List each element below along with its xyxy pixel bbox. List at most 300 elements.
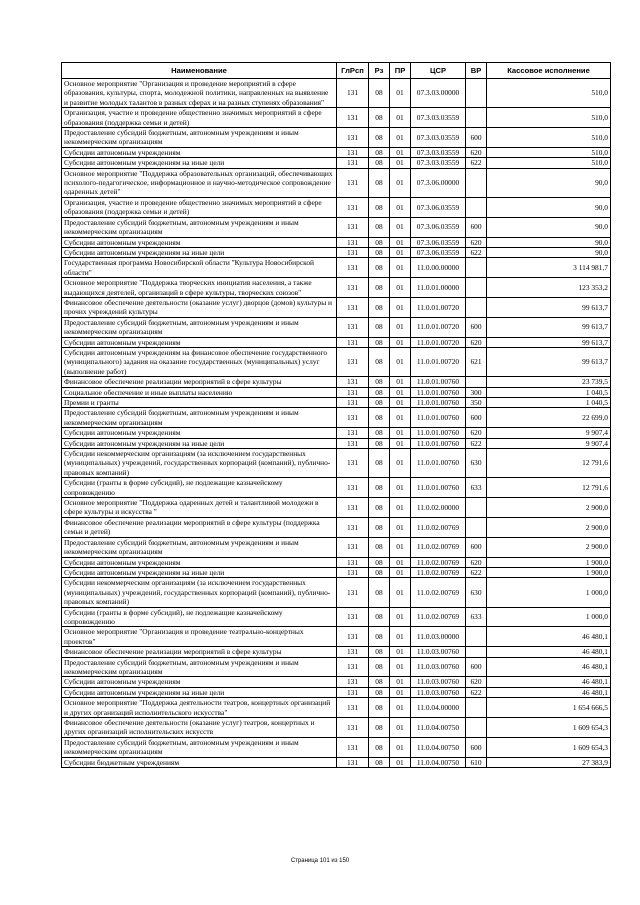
cell-csr: 11.0.01.00000 <box>411 278 466 298</box>
cell-vr: 350 <box>466 398 487 408</box>
cell-vr: 620 <box>466 677 487 687</box>
cell-name: Основное мероприятие "Поддержка деятельности театров, концертных организаций и других организаций исполнительского искусства" <box>62 698 337 718</box>
table-row <box>62 247 611 257</box>
cell-amount: 46 480,1 <box>487 657 611 677</box>
cell-glrsp: 131 <box>337 757 369 767</box>
cell-csr: 11.0.03.00760 <box>411 647 466 657</box>
cell-vr: 620 <box>466 557 487 567</box>
cell-pr: 01 <box>390 278 411 298</box>
cell-vr: 622 <box>466 247 487 257</box>
table-row <box>62 687 611 697</box>
cell-csr: 07.3.06.03559 <box>411 197 466 217</box>
cell-rz: 08 <box>369 737 390 757</box>
cell-name: Субсидии (гранты в форме субсидий), не подлежащие казначейскому сопровождению <box>62 478 337 498</box>
cell-pr: 01 <box>390 317 411 337</box>
table-row <box>62 757 611 767</box>
cell-rz: 08 <box>369 657 390 677</box>
cell-vr: 600 <box>466 657 487 677</box>
table-row <box>62 449 611 478</box>
cell-amount: 46 480,1 <box>487 627 611 647</box>
cell-amount: 99 613,7 <box>487 337 611 347</box>
cell-rz: 08 <box>369 698 390 718</box>
cell-rz: 08 <box>369 128 390 148</box>
table-row <box>62 398 611 408</box>
cell-name: Субсидии автономным учреждениям <box>62 337 337 347</box>
cell-name: Организация, участие и проведение общественно значимых мероприятий в сфере образования (поддержка семьи и детей) <box>62 197 337 217</box>
cell-pr: 01 <box>390 677 411 687</box>
cell-csr: 11.0.04.00750 <box>411 737 466 757</box>
cell-glrsp: 131 <box>337 398 369 408</box>
table-row <box>62 337 611 347</box>
cell-glrsp: 131 <box>337 247 369 257</box>
cell-amount: 1 000,0 <box>487 578 611 607</box>
cell-csr: 11.0.02.00769 <box>411 537 466 557</box>
cell-amount: 90,0 <box>487 237 611 247</box>
cell-amount: 9 907,4 <box>487 438 611 448</box>
cell-amount: 510,0 <box>487 158 611 168</box>
cell-glrsp: 131 <box>337 478 369 498</box>
cell-amount: 90,0 <box>487 217 611 237</box>
cell-amount: 99 613,7 <box>487 317 611 337</box>
cell-rz: 08 <box>369 247 390 257</box>
cell-vr: 610 <box>466 757 487 767</box>
cell-name: Субсидии автономным учреждениям на финансовое обеспечение государственного (муниципального) задания на оказание государственных (муниципальных) услуг (выполнение работ) <box>62 347 337 376</box>
cell-glrsp: 131 <box>337 567 369 577</box>
cell-glrsp: 131 <box>337 449 369 478</box>
cell-name: Субсидии автономным учреждениям <box>62 428 337 438</box>
cell-glrsp: 131 <box>337 578 369 607</box>
cell-rz: 08 <box>369 567 390 577</box>
cell-glrsp: 131 <box>337 168 369 197</box>
table-row <box>62 79 611 108</box>
cell-pr: 01 <box>390 128 411 148</box>
cell-pr: 01 <box>390 698 411 718</box>
table-row <box>62 158 611 168</box>
cell-pr: 01 <box>390 498 411 518</box>
cell-vr <box>466 258 487 278</box>
cell-pr: 01 <box>390 718 411 738</box>
cell-rz: 08 <box>369 258 390 278</box>
cell-amount: 1 900,0 <box>487 557 611 567</box>
cell-vr: 600 <box>466 217 487 237</box>
cell-vr: 620 <box>466 147 487 157</box>
cell-pr: 01 <box>390 537 411 557</box>
table-body <box>62 79 611 768</box>
cell-pr: 01 <box>390 657 411 677</box>
cell-name: Основное мероприятие "Организация и проведение мероприятий в сфере образования, культуры, спорта, молодежной политики, направленных на выявление и развитие молодых талантов в разных сферах и на разных ступенях образования" <box>62 79 337 108</box>
cell-csr: 11.0.01.00720 <box>411 297 466 317</box>
cell-pr: 01 <box>390 217 411 237</box>
cell-amount: 1 040,5 <box>487 398 611 408</box>
cell-csr: 07.3.06.03559 <box>411 217 466 237</box>
header-glrsp: ГлРсп <box>337 63 369 79</box>
cell-amount: 1 654 666,5 <box>487 698 611 718</box>
cell-glrsp: 131 <box>337 647 369 657</box>
cell-csr: 07.3.03.03559 <box>411 128 466 148</box>
table-row <box>62 657 611 677</box>
cell-csr: 11.0.03.00760 <box>411 687 466 697</box>
header-cash-execution: Кассовое исполнение <box>487 63 611 79</box>
cell-glrsp: 131 <box>337 537 369 557</box>
cell-csr: 11.0.01.00760 <box>411 408 466 428</box>
cell-rz: 08 <box>369 449 390 478</box>
table-row <box>62 737 611 757</box>
table-row <box>62 517 611 537</box>
cell-glrsp: 131 <box>337 607 369 627</box>
cell-csr: 07.3.03.03559 <box>411 158 466 168</box>
cell-glrsp: 131 <box>337 627 369 647</box>
header-rz: Рз <box>369 63 390 79</box>
cell-vr <box>466 377 487 387</box>
cell-pr: 01 <box>390 647 411 657</box>
cell-amount: 23 739,5 <box>487 377 611 387</box>
cell-glrsp: 131 <box>337 408 369 428</box>
cell-name: Социальное обеспечение и иные выплаты населению <box>62 387 337 397</box>
cell-amount: 510,0 <box>487 147 611 157</box>
table-row <box>62 498 611 518</box>
cell-csr: 07.3.06.03559 <box>411 247 466 257</box>
cell-csr: 07.3.06.00000 <box>411 168 466 197</box>
cell-pr: 01 <box>390 408 411 428</box>
cell-csr: 11.0.01.00720 <box>411 317 466 337</box>
cell-csr: 11.0.01.00760 <box>411 449 466 478</box>
cell-glrsp: 131 <box>337 108 369 128</box>
cell-vr: 622 <box>466 158 487 168</box>
cell-amount: 46 480,1 <box>487 647 611 657</box>
table-row <box>62 478 611 498</box>
table-row <box>62 377 611 387</box>
cell-name: Предоставление субсидий бюджетным, автономным учреждениям и иным некоммерческим организациям <box>62 537 337 557</box>
cell-pr: 01 <box>390 517 411 537</box>
table-row <box>62 168 611 197</box>
header-pr: ПР <box>390 63 411 79</box>
cell-csr: 11.0.03.00760 <box>411 677 466 687</box>
cell-rz: 08 <box>369 557 390 567</box>
cell-rz: 08 <box>369 197 390 217</box>
page-number: Страница 101 из 150 <box>290 858 350 864</box>
cell-glrsp: 131 <box>337 517 369 537</box>
table-row <box>62 567 611 577</box>
cell-vr <box>466 718 487 738</box>
cell-pr: 01 <box>390 757 411 767</box>
cell-pr: 01 <box>390 449 411 478</box>
cell-glrsp: 131 <box>337 737 369 757</box>
cell-amount: 1 609 654,3 <box>487 737 611 757</box>
table-row <box>62 108 611 128</box>
cell-pr: 01 <box>390 607 411 627</box>
cell-vr: 600 <box>466 737 487 757</box>
cell-name: Предоставление субсидий бюджетным, автономным учреждениям и иным некоммерческим организациям <box>62 657 337 677</box>
cell-pr: 01 <box>390 557 411 567</box>
cell-vr <box>466 627 487 647</box>
cell-glrsp: 131 <box>337 438 369 448</box>
cell-glrsp: 131 <box>337 498 369 518</box>
cell-glrsp: 131 <box>337 387 369 397</box>
table-row <box>62 438 611 448</box>
cell-glrsp: 131 <box>337 677 369 687</box>
cell-vr: 621 <box>466 347 487 376</box>
cell-pr: 01 <box>390 398 411 408</box>
cell-pr: 01 <box>390 197 411 217</box>
cell-glrsp: 131 <box>337 657 369 677</box>
cell-rz: 08 <box>369 677 390 687</box>
cell-rz: 08 <box>369 108 390 128</box>
cell-name: Субсидии автономным учреждениям на иные цели <box>62 247 337 257</box>
cell-rz: 08 <box>369 168 390 197</box>
cell-pr: 01 <box>390 428 411 438</box>
cell-amount: 3 114 981,7 <box>487 258 611 278</box>
cell-glrsp: 131 <box>337 147 369 157</box>
cell-csr: 11.0.04.00000 <box>411 698 466 718</box>
table-row <box>62 428 611 438</box>
cell-csr: 11.0.01.00760 <box>411 478 466 498</box>
table-row <box>62 217 611 237</box>
cell-amount: 12 791,6 <box>487 478 611 498</box>
cell-rz: 08 <box>369 387 390 397</box>
cell-amount: 22 699,0 <box>487 408 611 428</box>
table-row <box>62 317 611 337</box>
cell-amount: 510,0 <box>487 108 611 128</box>
cell-amount: 1 000,0 <box>487 607 611 627</box>
cell-csr: 07.3.06.03559 <box>411 237 466 247</box>
cell-glrsp: 131 <box>337 687 369 697</box>
cell-name: Предоставление субсидий бюджетным, автономным учреждениям и иным некоммерческим организациям <box>62 217 337 237</box>
cell-amount: 510,0 <box>487 79 611 108</box>
cell-pr: 01 <box>390 247 411 257</box>
cell-vr <box>466 108 487 128</box>
cell-rz: 08 <box>369 217 390 237</box>
cell-name: Субсидии автономным учреждениям <box>62 237 337 247</box>
cell-name: Субсидии автономным учреждениям на иные цели <box>62 438 337 448</box>
cell-vr <box>466 647 487 657</box>
cell-rz: 08 <box>369 337 390 347</box>
cell-pr: 01 <box>390 258 411 278</box>
cell-amount: 99 613,7 <box>487 297 611 317</box>
table-row <box>62 677 611 687</box>
cell-amount: 1 040,5 <box>487 387 611 397</box>
cell-rz: 08 <box>369 347 390 376</box>
cell-rz: 08 <box>369 687 390 697</box>
cell-glrsp: 131 <box>337 79 369 108</box>
cell-vr: 600 <box>466 408 487 428</box>
table-row <box>62 698 611 718</box>
cell-pr: 01 <box>390 438 411 448</box>
cell-rz: 08 <box>369 237 390 247</box>
cell-glrsp: 131 <box>337 297 369 317</box>
cell-amount: 46 480,1 <box>487 687 611 697</box>
cell-vr: 300 <box>466 387 487 397</box>
cell-pr: 01 <box>390 158 411 168</box>
cell-vr: 633 <box>466 607 487 627</box>
cell-csr: 11.0.02.00769 <box>411 557 466 567</box>
cell-rz: 08 <box>369 278 390 298</box>
cell-pr: 01 <box>390 108 411 128</box>
table-row <box>62 258 611 278</box>
cell-glrsp: 131 <box>337 428 369 438</box>
cell-rz: 08 <box>369 478 390 498</box>
cell-name: Предоставление субсидий бюджетным, автономным учреждениям и иным некоммерческим организациям <box>62 408 337 428</box>
cell-name: Предоставление субсидий бюджетным, автономным учреждениям и иным некоммерческим организациям <box>62 128 337 148</box>
cell-glrsp: 131 <box>337 197 369 217</box>
cell-pr: 01 <box>390 297 411 317</box>
cell-csr: 11.0.01.00720 <box>411 337 466 347</box>
cell-name: Финансовое обеспечение реализации мероприятий в сфере культуры <box>62 377 337 387</box>
cell-glrsp: 131 <box>337 217 369 237</box>
cell-name: Финансовое обеспечение реализации мероприятий в сфере культуры <box>62 647 337 657</box>
cell-name: Субсидии автономным учреждениям на иные цели <box>62 687 337 697</box>
cell-vr: 620 <box>466 237 487 247</box>
table-row <box>62 607 611 627</box>
cell-vr: 630 <box>466 449 487 478</box>
cell-pr: 01 <box>390 737 411 757</box>
header-csr: ЦСР <box>411 63 466 79</box>
cell-vr <box>466 79 487 108</box>
cell-amount: 90,0 <box>487 197 611 217</box>
cell-name: Предоставление субсидий бюджетным, автономным учреждениям и иным некоммерческим организациям <box>62 317 337 337</box>
cell-pr: 01 <box>390 377 411 387</box>
cell-rz: 08 <box>369 607 390 627</box>
cell-name: Субсидии автономным учреждениям <box>62 557 337 567</box>
cell-csr: 11.0.01.00760 <box>411 438 466 448</box>
cell-name: Субсидии автономным учреждениям <box>62 147 337 157</box>
cell-rz: 08 <box>369 297 390 317</box>
cell-csr: 11.0.03.00000 <box>411 627 466 647</box>
cell-amount: 2 900,0 <box>487 537 611 557</box>
cell-name: Предоставление субсидий бюджетным, автономным учреждениям и иным некоммерческим организациям <box>62 737 337 757</box>
cell-csr: 07.3.03.03559 <box>411 108 466 128</box>
table-row <box>62 387 611 397</box>
cell-pr: 01 <box>390 168 411 197</box>
cell-glrsp: 131 <box>337 377 369 387</box>
header-vr: ВР <box>466 63 487 79</box>
table-row <box>62 197 611 217</box>
cell-csr: 07.3.03.03559 <box>411 147 466 157</box>
cell-rz: 08 <box>369 158 390 168</box>
cell-rz: 08 <box>369 317 390 337</box>
cell-csr: 11.0.02.00769 <box>411 578 466 607</box>
cell-amount: 1 900,0 <box>487 567 611 577</box>
cell-vr <box>466 197 487 217</box>
cell-glrsp: 131 <box>337 347 369 376</box>
cell-glrsp: 131 <box>337 698 369 718</box>
table-row <box>62 347 611 376</box>
cell-pr: 01 <box>390 578 411 607</box>
cell-rz: 08 <box>369 398 390 408</box>
cell-csr: 11.0.01.00760 <box>411 377 466 387</box>
cell-amount: 12 791,6 <box>487 449 611 478</box>
cell-name: Финансовое обеспечение деятельности (оказание услуг) театров, концертных и других организаций исполнительских искусств <box>62 718 337 738</box>
cell-vr: 620 <box>466 428 487 438</box>
cell-amount: 2 900,0 <box>487 498 611 518</box>
cell-vr <box>466 698 487 718</box>
cell-glrsp: 131 <box>337 718 369 738</box>
cell-glrsp: 131 <box>337 128 369 148</box>
cell-rz: 08 <box>369 377 390 387</box>
cell-rz: 08 <box>369 517 390 537</box>
cell-amount: 46 480,1 <box>487 677 611 687</box>
table-header-row <box>62 63 611 79</box>
cell-glrsp: 131 <box>337 237 369 247</box>
cell-csr: 11.0.02.00769 <box>411 607 466 627</box>
cell-csr: 11.0.02.00000 <box>411 498 466 518</box>
cell-name: Основное мероприятие "Поддержка образовательных организаций, обеспечивающих психолого-педагогическое, информационное и научно-методическое сопровождение одаренных детей" <box>62 168 337 197</box>
cell-rz: 08 <box>369 428 390 438</box>
cell-pr: 01 <box>390 237 411 247</box>
cell-csr: 11.0.01.00760 <box>411 387 466 397</box>
cell-name: Субсидии некоммерческим организациям (за исключением государственных (муниципальных) учреждений, государственных корпораций (компаний), публично-правовых компаний) <box>62 578 337 607</box>
cell-vr <box>466 168 487 197</box>
table-row <box>62 237 611 247</box>
cell-vr <box>466 278 487 298</box>
cell-csr: 11.0.03.00760 <box>411 657 466 677</box>
cell-vr <box>466 517 487 537</box>
cell-pr: 01 <box>390 687 411 697</box>
cell-rz: 08 <box>369 627 390 647</box>
cell-name: Основное мероприятие "Поддержка одаренных детей и талантливой молодежи в сфере культуры и искусства " <box>62 498 337 518</box>
cell-amount: 27 383,9 <box>487 757 611 767</box>
cell-pr: 01 <box>390 567 411 577</box>
table-row <box>62 147 611 157</box>
cell-name: Субсидии автономным учреждениям <box>62 677 337 687</box>
cell-csr: 11.0.01.00720 <box>411 347 466 376</box>
cell-rz: 08 <box>369 438 390 448</box>
table-row <box>62 557 611 567</box>
cell-vr: 630 <box>466 578 487 607</box>
table-row <box>62 578 611 607</box>
cell-pr: 01 <box>390 627 411 647</box>
table-row <box>62 408 611 428</box>
cell-csr: 11.0.00.00000 <box>411 258 466 278</box>
cell-name: Финансовое обеспечение деятельности (оказание услуг) дворцов (домов) культуры и прочих учреждений культуры <box>62 297 337 317</box>
table-row <box>62 718 611 738</box>
cell-glrsp: 131 <box>337 158 369 168</box>
cell-rz: 08 <box>369 718 390 738</box>
cell-vr: 622 <box>466 438 487 448</box>
cell-vr: 600 <box>466 317 487 337</box>
cell-name: Субсидии автономным учреждениям на иные цели <box>62 158 337 168</box>
cell-name: Субсидии (гранты в форме субсидий), не подлежащие казначейскому сопровождению <box>62 607 337 627</box>
cell-amount: 9 907,4 <box>487 428 611 438</box>
cell-vr: 633 <box>466 478 487 498</box>
table-row <box>62 297 611 317</box>
budget-table <box>61 62 611 768</box>
cell-vr: 620 <box>466 337 487 347</box>
cell-glrsp: 131 <box>337 337 369 347</box>
cell-rz: 08 <box>369 147 390 157</box>
cell-pr: 01 <box>390 147 411 157</box>
cell-glrsp: 131 <box>337 278 369 298</box>
cell-vr <box>466 498 487 518</box>
cell-amount: 123 353,2 <box>487 278 611 298</box>
cell-csr: 11.0.02.00769 <box>411 567 466 577</box>
cell-rz: 08 <box>369 498 390 518</box>
cell-pr: 01 <box>390 79 411 108</box>
cell-name: Организация, участие и проведение общественно значимых мероприятий в сфере образования (поддержка семьи и детей) <box>62 108 337 128</box>
cell-csr: 11.0.04.00750 <box>411 718 466 738</box>
cell-glrsp: 131 <box>337 258 369 278</box>
cell-amount: 1 609 654,3 <box>487 718 611 738</box>
cell-glrsp: 131 <box>337 557 369 567</box>
cell-vr: 622 <box>466 687 487 697</box>
cell-csr: 07.3.03.00000 <box>411 79 466 108</box>
cell-amount: 90,0 <box>487 247 611 257</box>
cell-amount: 90,0 <box>487 168 611 197</box>
cell-pr: 01 <box>390 387 411 397</box>
cell-amount: 2 900,0 <box>487 517 611 537</box>
cell-rz: 08 <box>369 408 390 428</box>
cell-vr <box>466 297 487 317</box>
cell-vr: 600 <box>466 128 487 148</box>
